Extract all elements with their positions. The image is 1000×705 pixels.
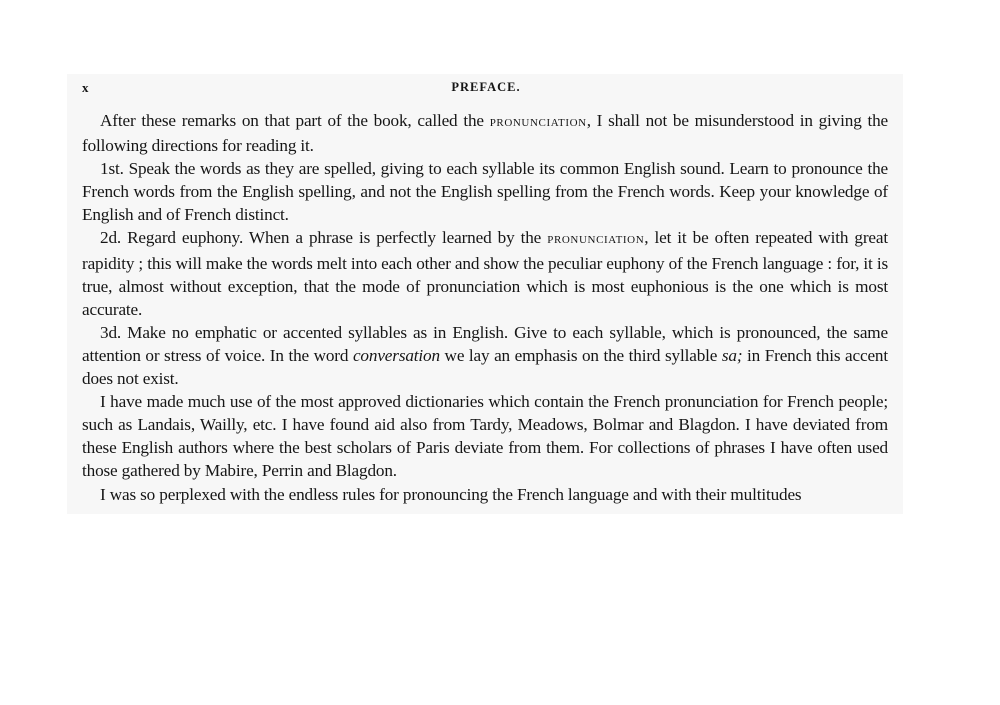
paragraph-first-direction: 1st. Speak the words as they are spelled, giving to each syllable its common English sound. Learn to pronounce the French words from the English spelling, and not the English spelling from the French words. Keep your knowledge of English and of French distinct. bbox=[82, 159, 888, 225]
paragraph-second-direction bbox=[82, 226, 888, 320]
text-run: in French this accent does not exist. bbox=[82, 345, 888, 389]
paragraph-third-direction bbox=[82, 321, 888, 390]
text-run: we lay an emphasis on the third syllable bbox=[439, 345, 722, 365]
italic-term: sa; bbox=[721, 345, 743, 365]
italic-term: conversation bbox=[352, 345, 440, 365]
text-run: , I shall not be misunderstood in giving the following directions for reading it. bbox=[82, 111, 888, 156]
preface-body bbox=[82, 109, 888, 506]
paragraph-pronunciation-remarks bbox=[82, 109, 888, 157]
small-caps-term: pronunciation bbox=[547, 231, 645, 248]
text-run: , let it be often repeated with great rapidity ; this will make the words melt into each other and show the peculiar euphony of the French language : for, it is true, almost without exception, that the mode of pronunciation which is most euphonious is the one which is most accurate. bbox=[82, 228, 888, 319]
page-header bbox=[82, 80, 890, 100]
running-head: PREFACE. bbox=[451, 80, 521, 94]
small-caps-term: pronunciation bbox=[489, 114, 587, 130]
text-run: 2d. Regard euphony. When a phrase is perfectly learned by the bbox=[100, 228, 548, 248]
text-run: After these remarks on that part of the book, called the bbox=[100, 111, 490, 130]
paragraph-perplexed: I was so perplexed with the endless rules for pronouncing the French language and with their multitudes bbox=[100, 484, 802, 504]
paragraph-dictionaries: I have made much use of the most approved dictionaries which contain the French pronunciation for French people; such as Landais, Wailly, etc. I have found aid also from Tardy, Meadows, Bolmar and Blagdon. I have deviated from these English authors where the best scholars of Paris deviate from them. For collections of phrases I have often used those gathered by Mabire, Perrin and Blagdon. bbox=[82, 392, 888, 481]
page-number: x bbox=[82, 80, 90, 95]
text-run: 3d. Make no emphatic or accented syllables as in English. Give to each syllable, which is pronounced, the same attention or stress of voice. In the word bbox=[82, 322, 888, 365]
